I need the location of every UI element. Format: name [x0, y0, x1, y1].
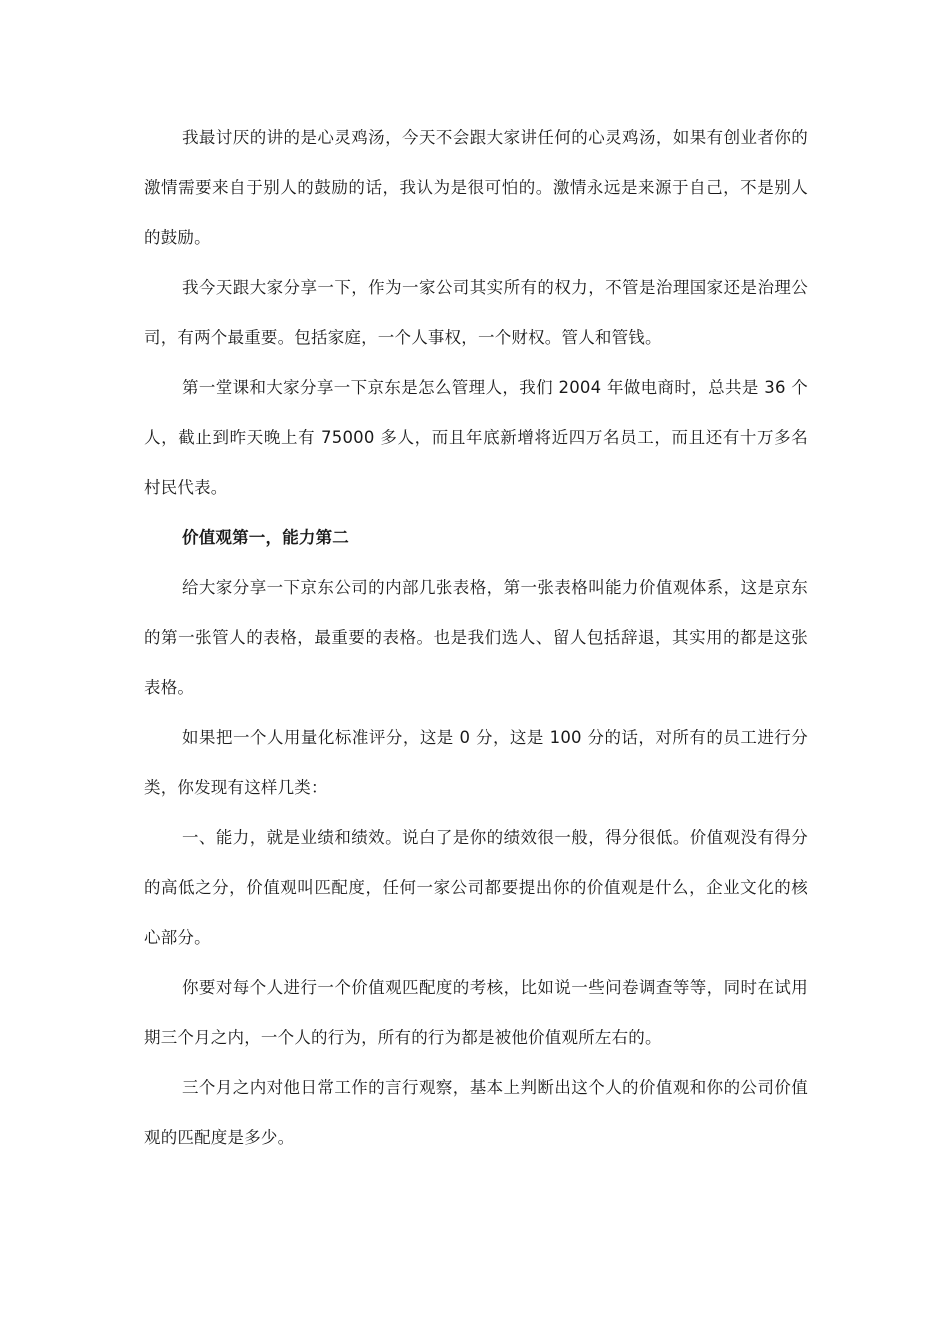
- paragraph-scoring: 如果把一个人用量化标准评分，这是 0 分，这是 100 分的话，对所有的员工进行分类，你发现有这样几类：: [144, 728, 808, 797]
- paragraph-ability: 一、能力，就是业绩和绩效。说白了是你的绩效很一般，得分很低。价值观没有得分的高低之分，价值观叫匹配度，任何一家公司都要提出你的价值观是什么，企业文化的核心部分。: [144, 828, 808, 947]
- paragraph-first-lesson: 第一堂课和大家分享一下京东是怎么管理人，我们 2004 年做电商时，总共是 36 个人，截止到昨天晚上有 75000 多人，而且年底新增将近四万名员工，而且还有十万多名村民代表。: [144, 378, 808, 497]
- paragraph-power-sharing: 我今天跟大家分享一下，作为一家公司其实所有的权力，不管是治理国家还是治理公司，有两个最重要。包括家庭，一个人事权，一个财权。管人和管钱。: [144, 278, 808, 347]
- paragraph-observation: 三个月之内对他日常工作的言行观察，基本上判断出这个人的价值观和你的公司价值观的匹配度是多少。: [144, 1078, 808, 1147]
- section-heading: 价值观第一，能力第二: [182, 528, 349, 547]
- paragraph-chicken-soup: 我最讨厌的讲的是心灵鸡汤，今天不会跟大家讲任何的心灵鸡汤，如果有创业者你的激情需要来自于别人的鼓励的话，我认为是很可怕的。激情永远是来源于自己，不是别人的鼓励。: [144, 128, 808, 247]
- document-body: [144, 113, 808, 1163]
- paragraph-values-assessment: 你要对每个人进行一个价值观匹配度的考核，比如说一些问卷调查等等，同时在试用期三个月之内，一个人的行为，所有的行为都是被他价值观所左右的。: [144, 978, 808, 1047]
- paragraph-internal-tables: 给大家分享一下京东公司的内部几张表格，第一张表格叫能力价值观体系，这是京东的第一张管人的表格，最重要的表格。也是我们选人、留人包括辞退，其实用的都是这张表格。: [144, 578, 808, 697]
